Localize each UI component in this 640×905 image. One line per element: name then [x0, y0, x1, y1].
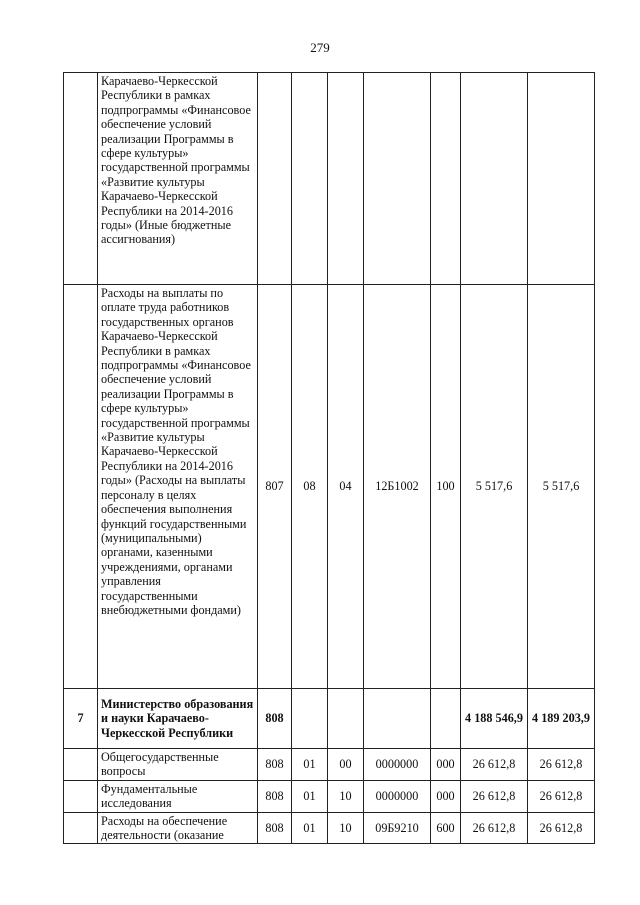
ministry-code: 808 [258, 812, 292, 844]
subsection-code [328, 73, 364, 285]
row-number [64, 780, 98, 812]
expense-type-code: 000 [431, 780, 461, 812]
row-number [64, 73, 98, 285]
section-code: 01 [292, 812, 328, 844]
row-number [64, 812, 98, 844]
sum-year-1: 26 612,8 [461, 780, 528, 812]
page-number: 279 [310, 40, 330, 55]
expense-type-code: 600 [431, 812, 461, 844]
sum-year-2: 26 612,8 [528, 812, 595, 844]
section-code [292, 73, 328, 285]
ministry-code [258, 73, 292, 285]
row-name: Общегосударственные вопросы [98, 749, 258, 781]
section-code [292, 689, 328, 749]
target-article-code: 12Б1002 [364, 285, 431, 689]
table-row [64, 689, 595, 749]
sum-year-2: 4 189 203,9 [528, 689, 595, 749]
subsection-code [328, 689, 364, 749]
subsection-code: 00 [328, 749, 364, 781]
budget-table [63, 72, 595, 844]
row-name: Расходы на обеспечение деятельности (оказание [98, 812, 258, 844]
expense-type-code: 100 [431, 285, 461, 689]
row-name: Фундаментальные исследования [98, 780, 258, 812]
expense-type-code: 000 [431, 749, 461, 781]
table-row [64, 780, 595, 812]
ministry-code: 807 [258, 285, 292, 689]
sum-year-2: 26 612,8 [528, 749, 595, 781]
row-name: Расходы на выплаты по оплате труда работников государственных органов Карачаево-Черкесской Республики в рамках подпрограммы «Финансовое обеспечение условий реализации Программы в сфере культуры» государственной программы «Развитие культуры Карачаево-Черкесской Республики на 2014-2016 годы» (Расходы на выплаты персоналу в целях обеспечения выполнения функций государственными (муниципальными) органами, казенными учреждениями, органами управления государственными внебюджетными фондами) [98, 285, 258, 689]
expense-type-code [431, 689, 461, 749]
target-article-code: 09Б9210 [364, 812, 431, 844]
table-row [64, 285, 595, 689]
subsection-code: 04 [328, 285, 364, 689]
target-article-code [364, 689, 431, 749]
subsection-code: 10 [328, 780, 364, 812]
row-number [64, 749, 98, 781]
subsection-code: 10 [328, 812, 364, 844]
ministry-code: 808 [258, 689, 292, 749]
row-number: 7 [64, 689, 98, 749]
sum-year-2 [528, 73, 595, 285]
target-article-code: 0000000 [364, 780, 431, 812]
sum-year-1: 26 612,8 [461, 749, 528, 781]
target-article-code [364, 73, 431, 285]
section-code: 01 [292, 780, 328, 812]
sum-year-1: 4 188 546,9 [461, 689, 528, 749]
row-name: Министерство образования и науки Карачаево-Черкесской Республики [98, 689, 258, 749]
ministry-code: 808 [258, 780, 292, 812]
sum-year-1: 5 517,6 [461, 285, 528, 689]
expense-type-code [431, 73, 461, 285]
target-article-code: 0000000 [364, 749, 431, 781]
sum-year-1 [461, 73, 528, 285]
sum-year-1: 26 612,8 [461, 812, 528, 844]
table-row [64, 812, 595, 844]
sum-year-2: 5 517,6 [528, 285, 595, 689]
ministry-code: 808 [258, 749, 292, 781]
table-row [64, 749, 595, 781]
section-code: 08 [292, 285, 328, 689]
sum-year-2: 26 612,8 [528, 780, 595, 812]
row-name: Карачаево-Черкесской Республики в рамках подпрограммы «Финансовое обеспечение условий реализации Программы в сфере культуры» государственной программы «Развитие культуры Карачаево-Черкесской Республики на 2014-2016 годы» (Иные бюджетные ассигнования) [98, 73, 258, 285]
row-number [64, 285, 98, 689]
section-code: 01 [292, 749, 328, 781]
table-row [64, 73, 595, 285]
